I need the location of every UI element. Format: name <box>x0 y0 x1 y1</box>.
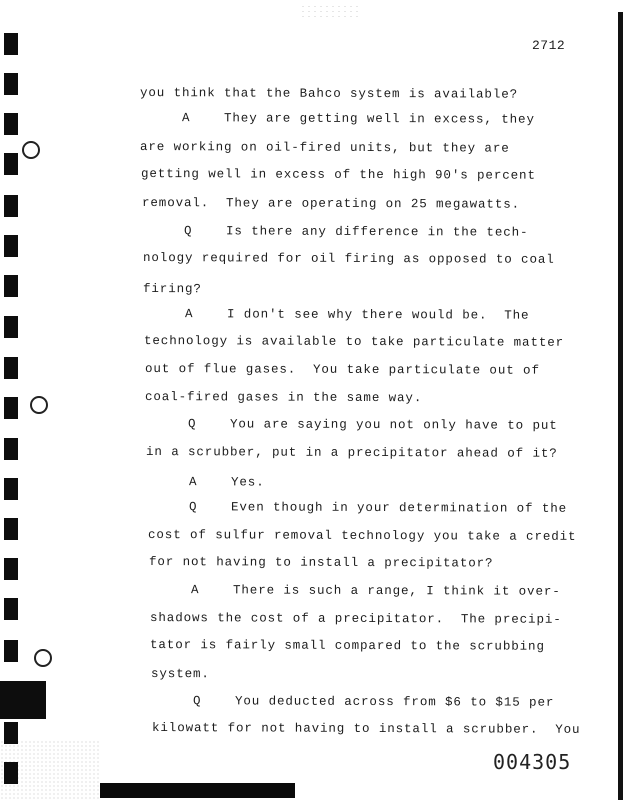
transcript-line: in a scrubber, put in a precipitator ahead of it? <box>145 445 558 461</box>
scan-noise-top <box>300 4 360 18</box>
film-sprocket-mark <box>4 316 18 338</box>
film-sprocket-mark <box>4 598 18 620</box>
punch-hole-icon <box>30 396 48 414</box>
film-sprocket-mark <box>4 722 18 744</box>
transcript-line: technology is available to take particulate matter <box>143 334 565 350</box>
film-sprocket-mark <box>4 113 18 135</box>
transcript-line: cost of sulfur removal technology you take a credit <box>147 528 577 544</box>
film-sprocket-mark <box>4 33 18 55</box>
transcript-line: A There is such a range, I think it over- <box>148 583 561 599</box>
film-sprocket-mark <box>4 397 18 419</box>
transcript-line: Q You are saying you not only have to put <box>145 417 558 433</box>
page-number: 2712 <box>532 38 566 53</box>
film-sprocket-mark <box>4 762 18 784</box>
film-sprocket-mark <box>4 478 18 500</box>
film-sprocket-mark <box>4 195 18 217</box>
transcript-line: Q Is there any difference in the tech- <box>141 224 529 240</box>
film-sprocket-mark <box>4 357 18 379</box>
transcript-line: you think that the Bahco system is available? <box>139 86 519 102</box>
punch-hole-icon <box>34 649 52 667</box>
transcript-line: are working on oil-fired units, but they are <box>139 140 510 156</box>
transcript-line: for not having to install a precipitator? <box>148 555 494 571</box>
transcript-line: out of flue gases. You take particulate out of <box>144 362 540 378</box>
film-sprocket-mark <box>4 275 18 297</box>
scan-bar-bottom <box>100 783 295 798</box>
transcript-line: getting well in excess of the high 90's percent <box>140 167 536 183</box>
transcript-line: removal. They are operating on 25 megawatts. <box>141 196 521 212</box>
bates-number: 004305 <box>493 750 572 774</box>
film-sprocket-mark <box>4 73 18 95</box>
transcript-line: shadows the cost of a precipitator. The precipi- <box>149 611 562 627</box>
transcript-line: Q You deducted across from $6 to $15 per <box>150 694 555 710</box>
transcript-line: A I don't see why there would be. The <box>142 307 530 323</box>
transcript-line: A Yes. <box>146 475 265 490</box>
transcript-line: coal-fired gases in the same way. <box>144 390 423 406</box>
scan-edge-right <box>618 12 623 800</box>
film-sprocket-mark <box>4 153 18 175</box>
film-sprocket-mark <box>4 640 18 662</box>
film-sprocket-mark <box>4 438 18 460</box>
transcript-line: A They are getting well in excess, they <box>139 111 535 127</box>
film-sprocket-block <box>0 681 46 719</box>
transcript-line: nology required for oil firing as opposed to coal <box>142 251 555 267</box>
punch-hole-icon <box>22 141 40 159</box>
film-sprocket-mark <box>4 235 18 257</box>
transcript-line: system. <box>150 667 210 682</box>
transcript-line: Q Even though in your determination of the <box>146 500 568 516</box>
film-sprocket-mark <box>4 558 18 580</box>
transcript-line: kilowatt for not having to install a scrubber. You <box>151 721 581 737</box>
film-sprocket-mark <box>4 518 18 540</box>
transcript-line: firing? <box>142 282 202 297</box>
transcript-line: tator is fairly small compared to the scrubbing <box>149 638 545 654</box>
